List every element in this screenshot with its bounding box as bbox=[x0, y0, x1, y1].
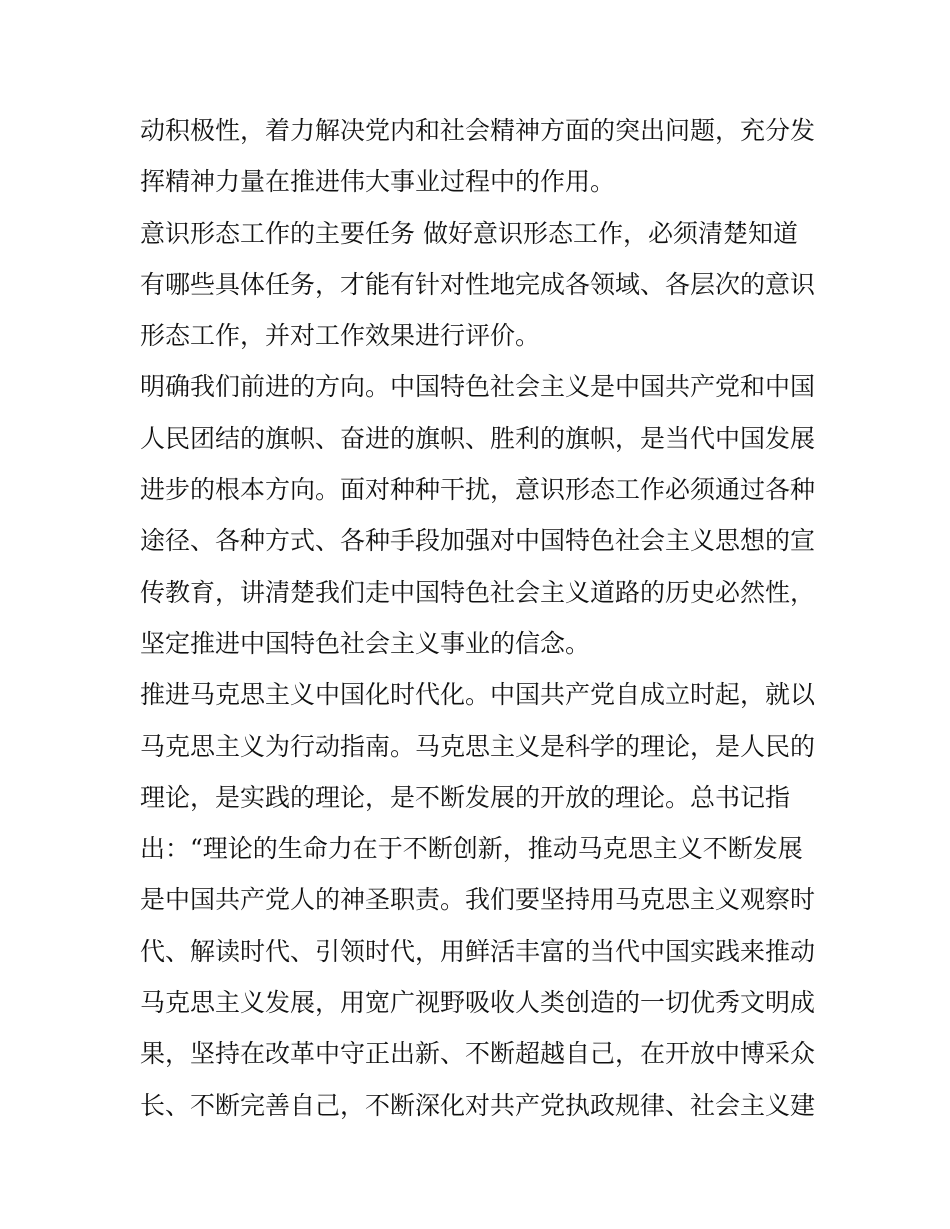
text-line: 挥精神力量在推进伟大事业过程中的作用。 bbox=[140, 167, 616, 197]
text-line: 动积极性，着力解决党内和社会精神方面的突出问题，充分发 bbox=[140, 116, 816, 145]
text-line: 马克思主义为行动指南。马克思主义是科学的理论，是人民的 bbox=[140, 731, 816, 761]
text-line: 马克思主义发展，用宽广视野吸收人类创造的一切优秀文明成 bbox=[140, 988, 816, 1018]
text-line: 进步的根本方向。面对种种干扰，意识形态工作必须通过各种 bbox=[140, 475, 816, 505]
text-line: 是中国共产党人的神圣职责。我们要坚持用马克思主义观察时 bbox=[140, 885, 816, 915]
text-line: 明确我们前进的方向。中国特色社会主义是中国共产党和中国 bbox=[140, 372, 816, 402]
text-line: 有哪些具体任务，才能有针对性地完成各领域、各层次的意识 bbox=[140, 269, 816, 299]
text-line: 途径、各种方式、各种手段加强对中国特色社会主义思想的宣 bbox=[140, 526, 816, 556]
text-line: 意识形态工作的主要任务 做好意识形态工作，必须清楚知道 bbox=[140, 218, 798, 248]
text-line: 坚定推进中国特色社会主义事业的信念。 bbox=[140, 628, 591, 658]
text-line: 出：“理论的生命力在于不断创新，推动马克思主义不断发展 bbox=[140, 834, 803, 864]
text-line: 形态工作，并对工作效果进行评价。 bbox=[140, 321, 541, 351]
text-line: 推进马克思主义中国化时代化。中国共产党自成立时起，就以 bbox=[140, 680, 816, 710]
text-line: 长、不断完善自己，不断深化对共产党执政规律、社会主义建 bbox=[140, 1090, 816, 1120]
text-line: 代、解读时代、引领时代，用鲜活丰富的当代中国实践来推动 bbox=[140, 936, 816, 966]
document-body bbox=[140, 110, 820, 1136]
text-line: 人民团结的旗帜、奋进的旗帜、胜利的旗帜，是当代中国发展 bbox=[140, 423, 816, 453]
text-line: 果，坚持在改革中守正出新、不断超越自己，在开放中博采众 bbox=[140, 1039, 816, 1069]
text-line: 理论，是实践的理论，是不断发展的开放的理论。总书记指 bbox=[140, 782, 791, 812]
text-line: 传教育，讲清楚我们走中国特色社会主义道路的历史必然性， bbox=[140, 577, 816, 607]
